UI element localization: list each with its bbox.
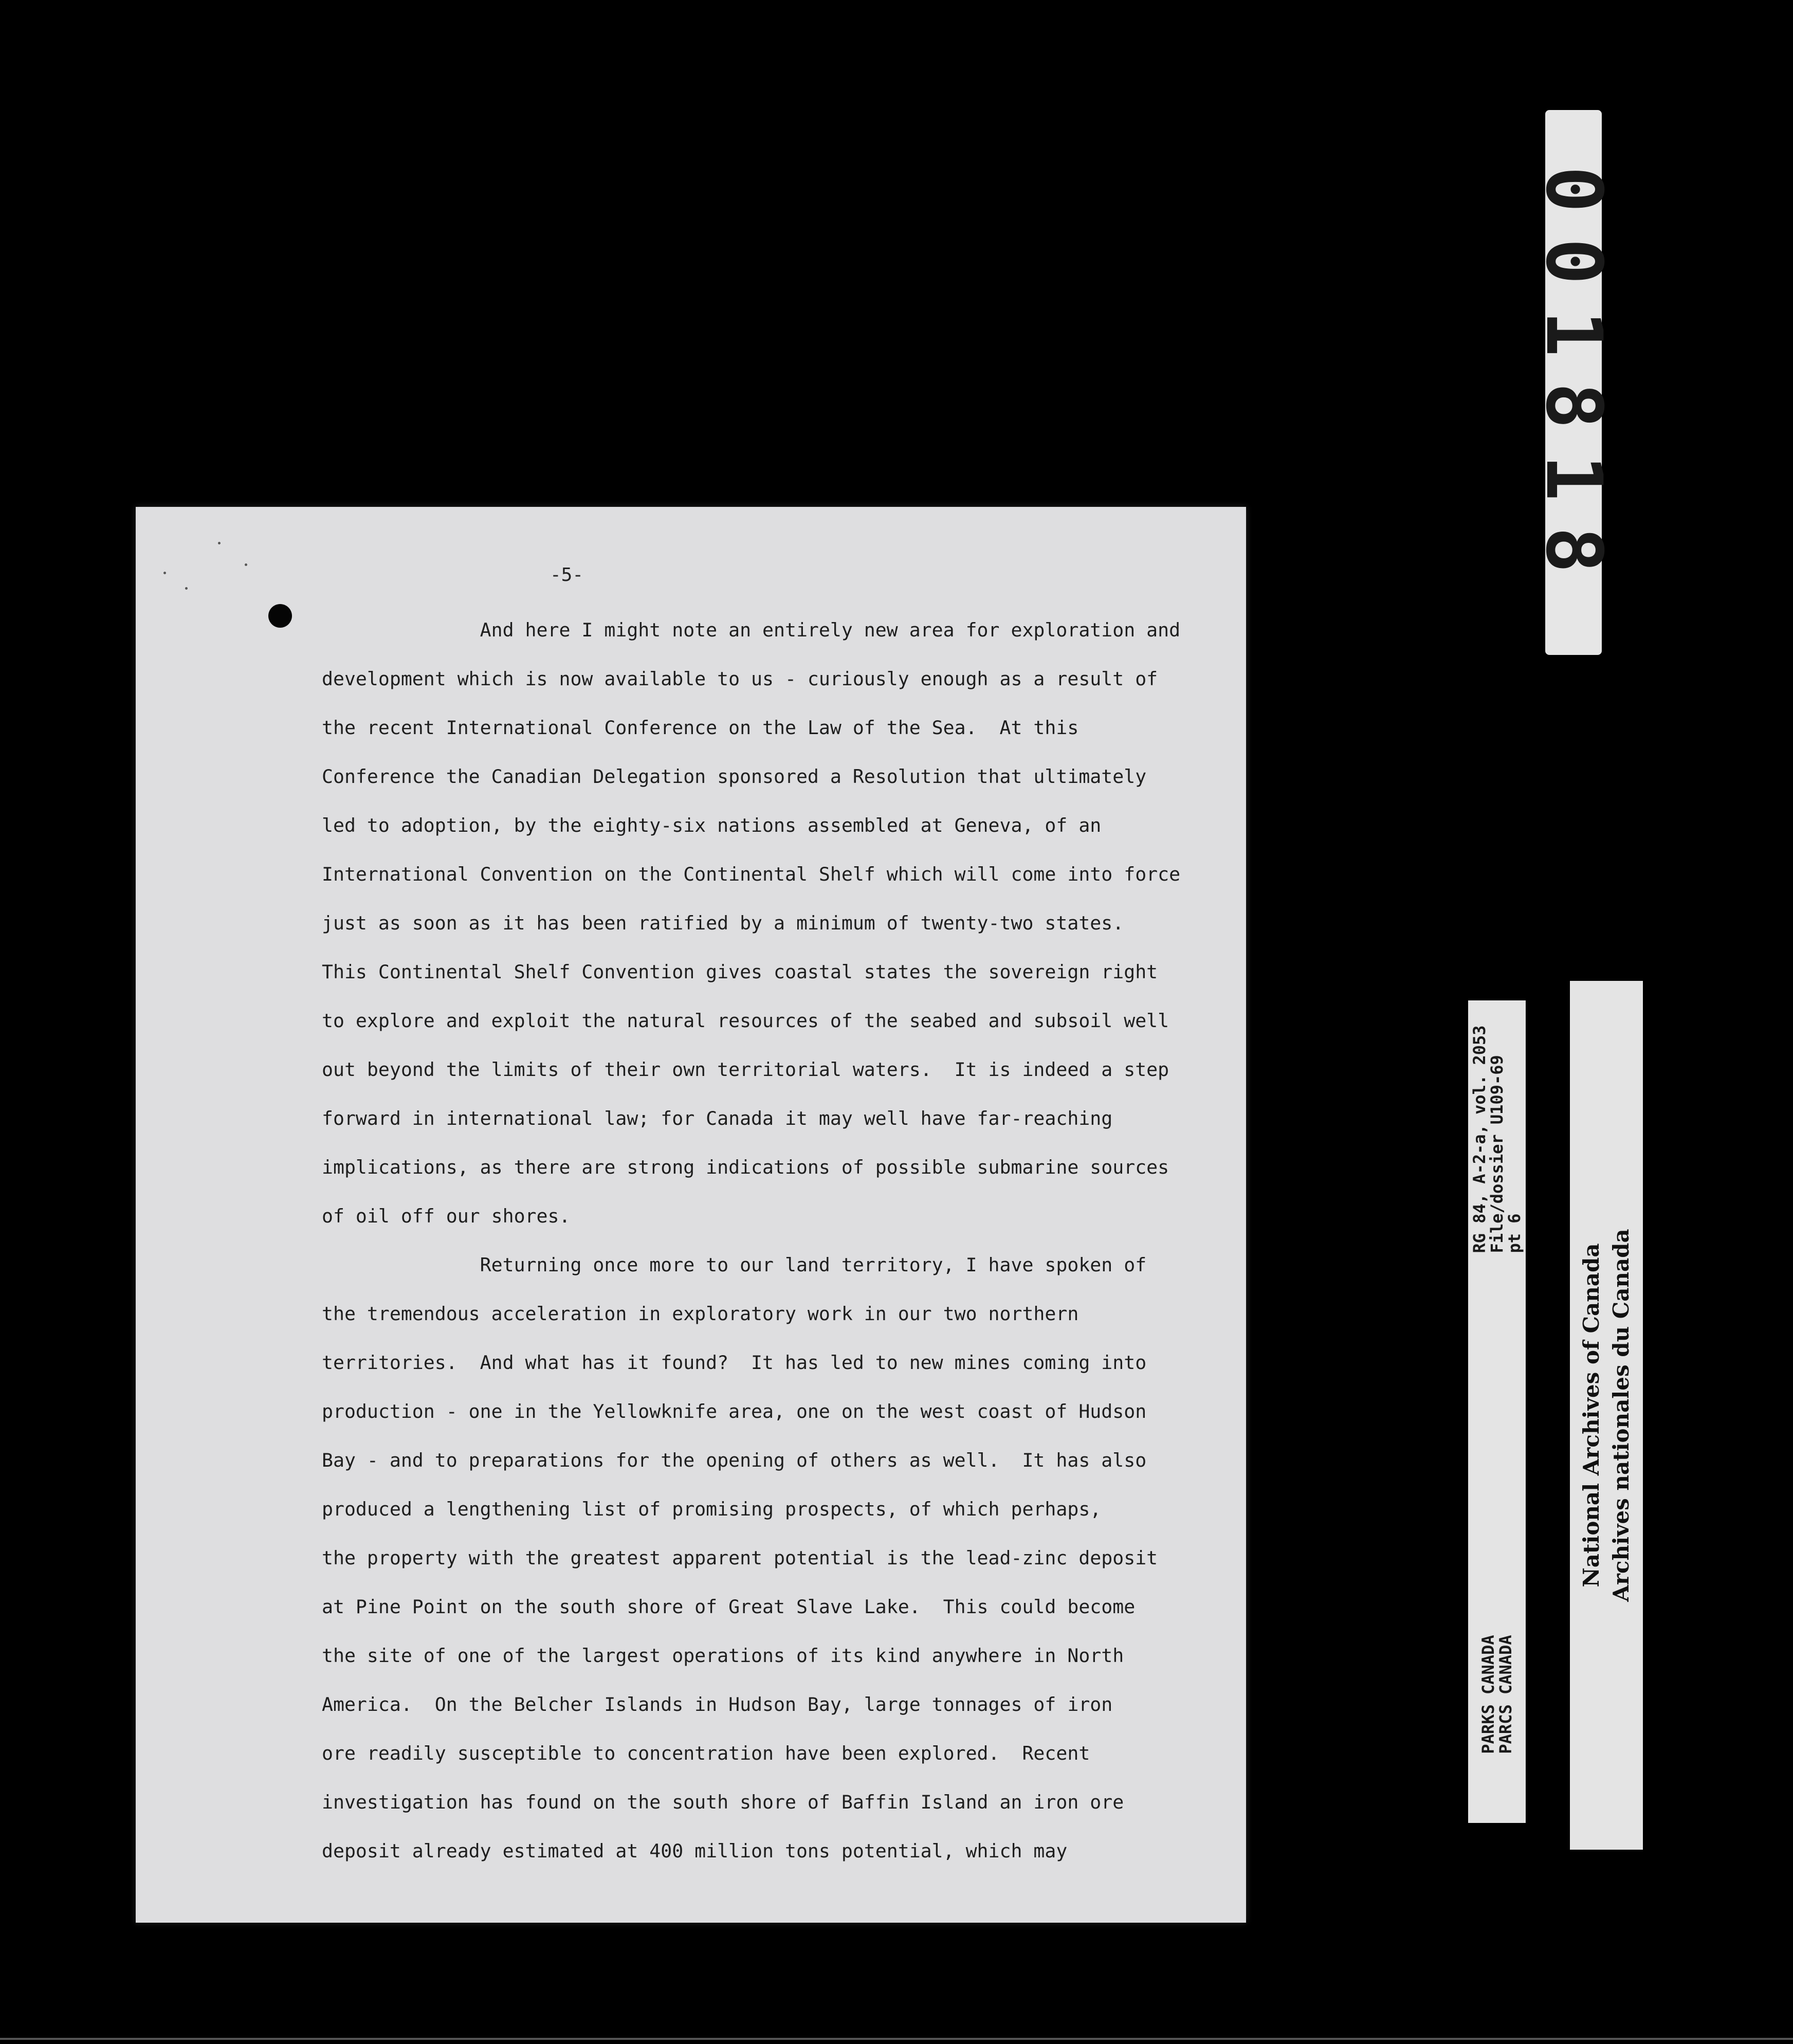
archive-reference: RG 84, A-2-a, vol. 2053 File/dossier U109-69 pt 6	[1470, 1025, 1524, 1253]
text-line: And here I might note an entirely new area for exploration and	[322, 619, 1181, 641]
text-line: development which is now available to us - curiously enough as a result of	[322, 668, 1158, 690]
document-body	[322, 606, 1181, 1875]
text-line: Returning once more to our land territory, I have spoken of	[322, 1254, 1147, 1276]
agency-name: PARKS CANADA PARCS CANADA	[1478, 1635, 1515, 1754]
archive-reference-label	[1468, 1000, 1526, 1823]
text-line: just as soon as it has been ratified by a minimum of twenty-two states.	[322, 912, 1124, 934]
film-edge	[0, 2038, 1793, 2040]
text-line: International Convention on the Continental Shelf which will come into force	[322, 863, 1181, 885]
text-line: the site of one of the largest operations of its kind anywhere in North	[322, 1645, 1124, 1667]
text-line: forward in international law; for Canada it may well have far-reaching	[322, 1107, 1113, 1129]
frame-number-strip	[1529, 110, 1618, 655]
text-line: the tremendous acceleration in exploratory work in our two northern	[322, 1303, 1079, 1325]
text-line: to explore and exploit the natural resources of the seabed and subsoil well	[322, 1010, 1169, 1032]
text-line: Bay - and to preparations for the opening of others as well. It has also	[322, 1449, 1147, 1471]
text-line: the recent International Conference on the Law of the Sea. At this	[322, 717, 1079, 739]
text-line: investigation has found on the south shore of Baffin Island an iron ore	[322, 1791, 1124, 1813]
punch-hole	[268, 604, 292, 628]
frame-number: 001818	[1529, 166, 1618, 599]
text-line: produced a lengthening list of promising prospects, of which perhaps,	[322, 1498, 1102, 1520]
text-line: out beyond the limits of their own territorial waters. It is indeed a step	[322, 1058, 1169, 1081]
text-line: led to adoption, by the eighty-six nations assembled at Geneva, of an	[322, 814, 1102, 836]
text-line: ore readily susceptible to concentration have been explored. Recent	[322, 1742, 1090, 1764]
text-line: territories. And what has it found? It has led to new mines coming into	[322, 1352, 1147, 1374]
text-line: deposit already estimated at 400 million tons potential, which may	[322, 1840, 1068, 1862]
dust-speck	[218, 542, 221, 544]
institution-name-en: National Archives of Canada	[1579, 1243, 1604, 1587]
text-line: implications, as there are strong indications of possible submarine sources	[322, 1156, 1169, 1178]
text-line: This Continental Shelf Convention gives coastal states the sovereign right	[322, 961, 1158, 983]
text-line: Conference the Canadian Delegation sponsored a Resolution that ultimately	[322, 765, 1147, 788]
text-line: of oil off our shores.	[322, 1205, 571, 1227]
text-line: America. On the Belcher Islands in Hudson Bay, large tonnages of iron	[322, 1693, 1113, 1716]
text-line: production - one in the Yellowknife area, one on the west coast of Hudson	[322, 1400, 1147, 1422]
institution-label	[1570, 981, 1643, 1850]
dust-speck	[185, 587, 188, 590]
text-line: at Pine Point on the south shore of Great Slave Lake. This could become	[322, 1596, 1136, 1618]
text-line: the property with the greatest apparent potential is the lead-zinc deposit	[322, 1547, 1158, 1569]
dust-speck	[163, 572, 166, 574]
dust-speck	[245, 563, 247, 566]
institution-name-fr: Archives nationales du Canada	[1608, 1229, 1634, 1602]
page-number: -5-	[550, 564, 584, 586]
